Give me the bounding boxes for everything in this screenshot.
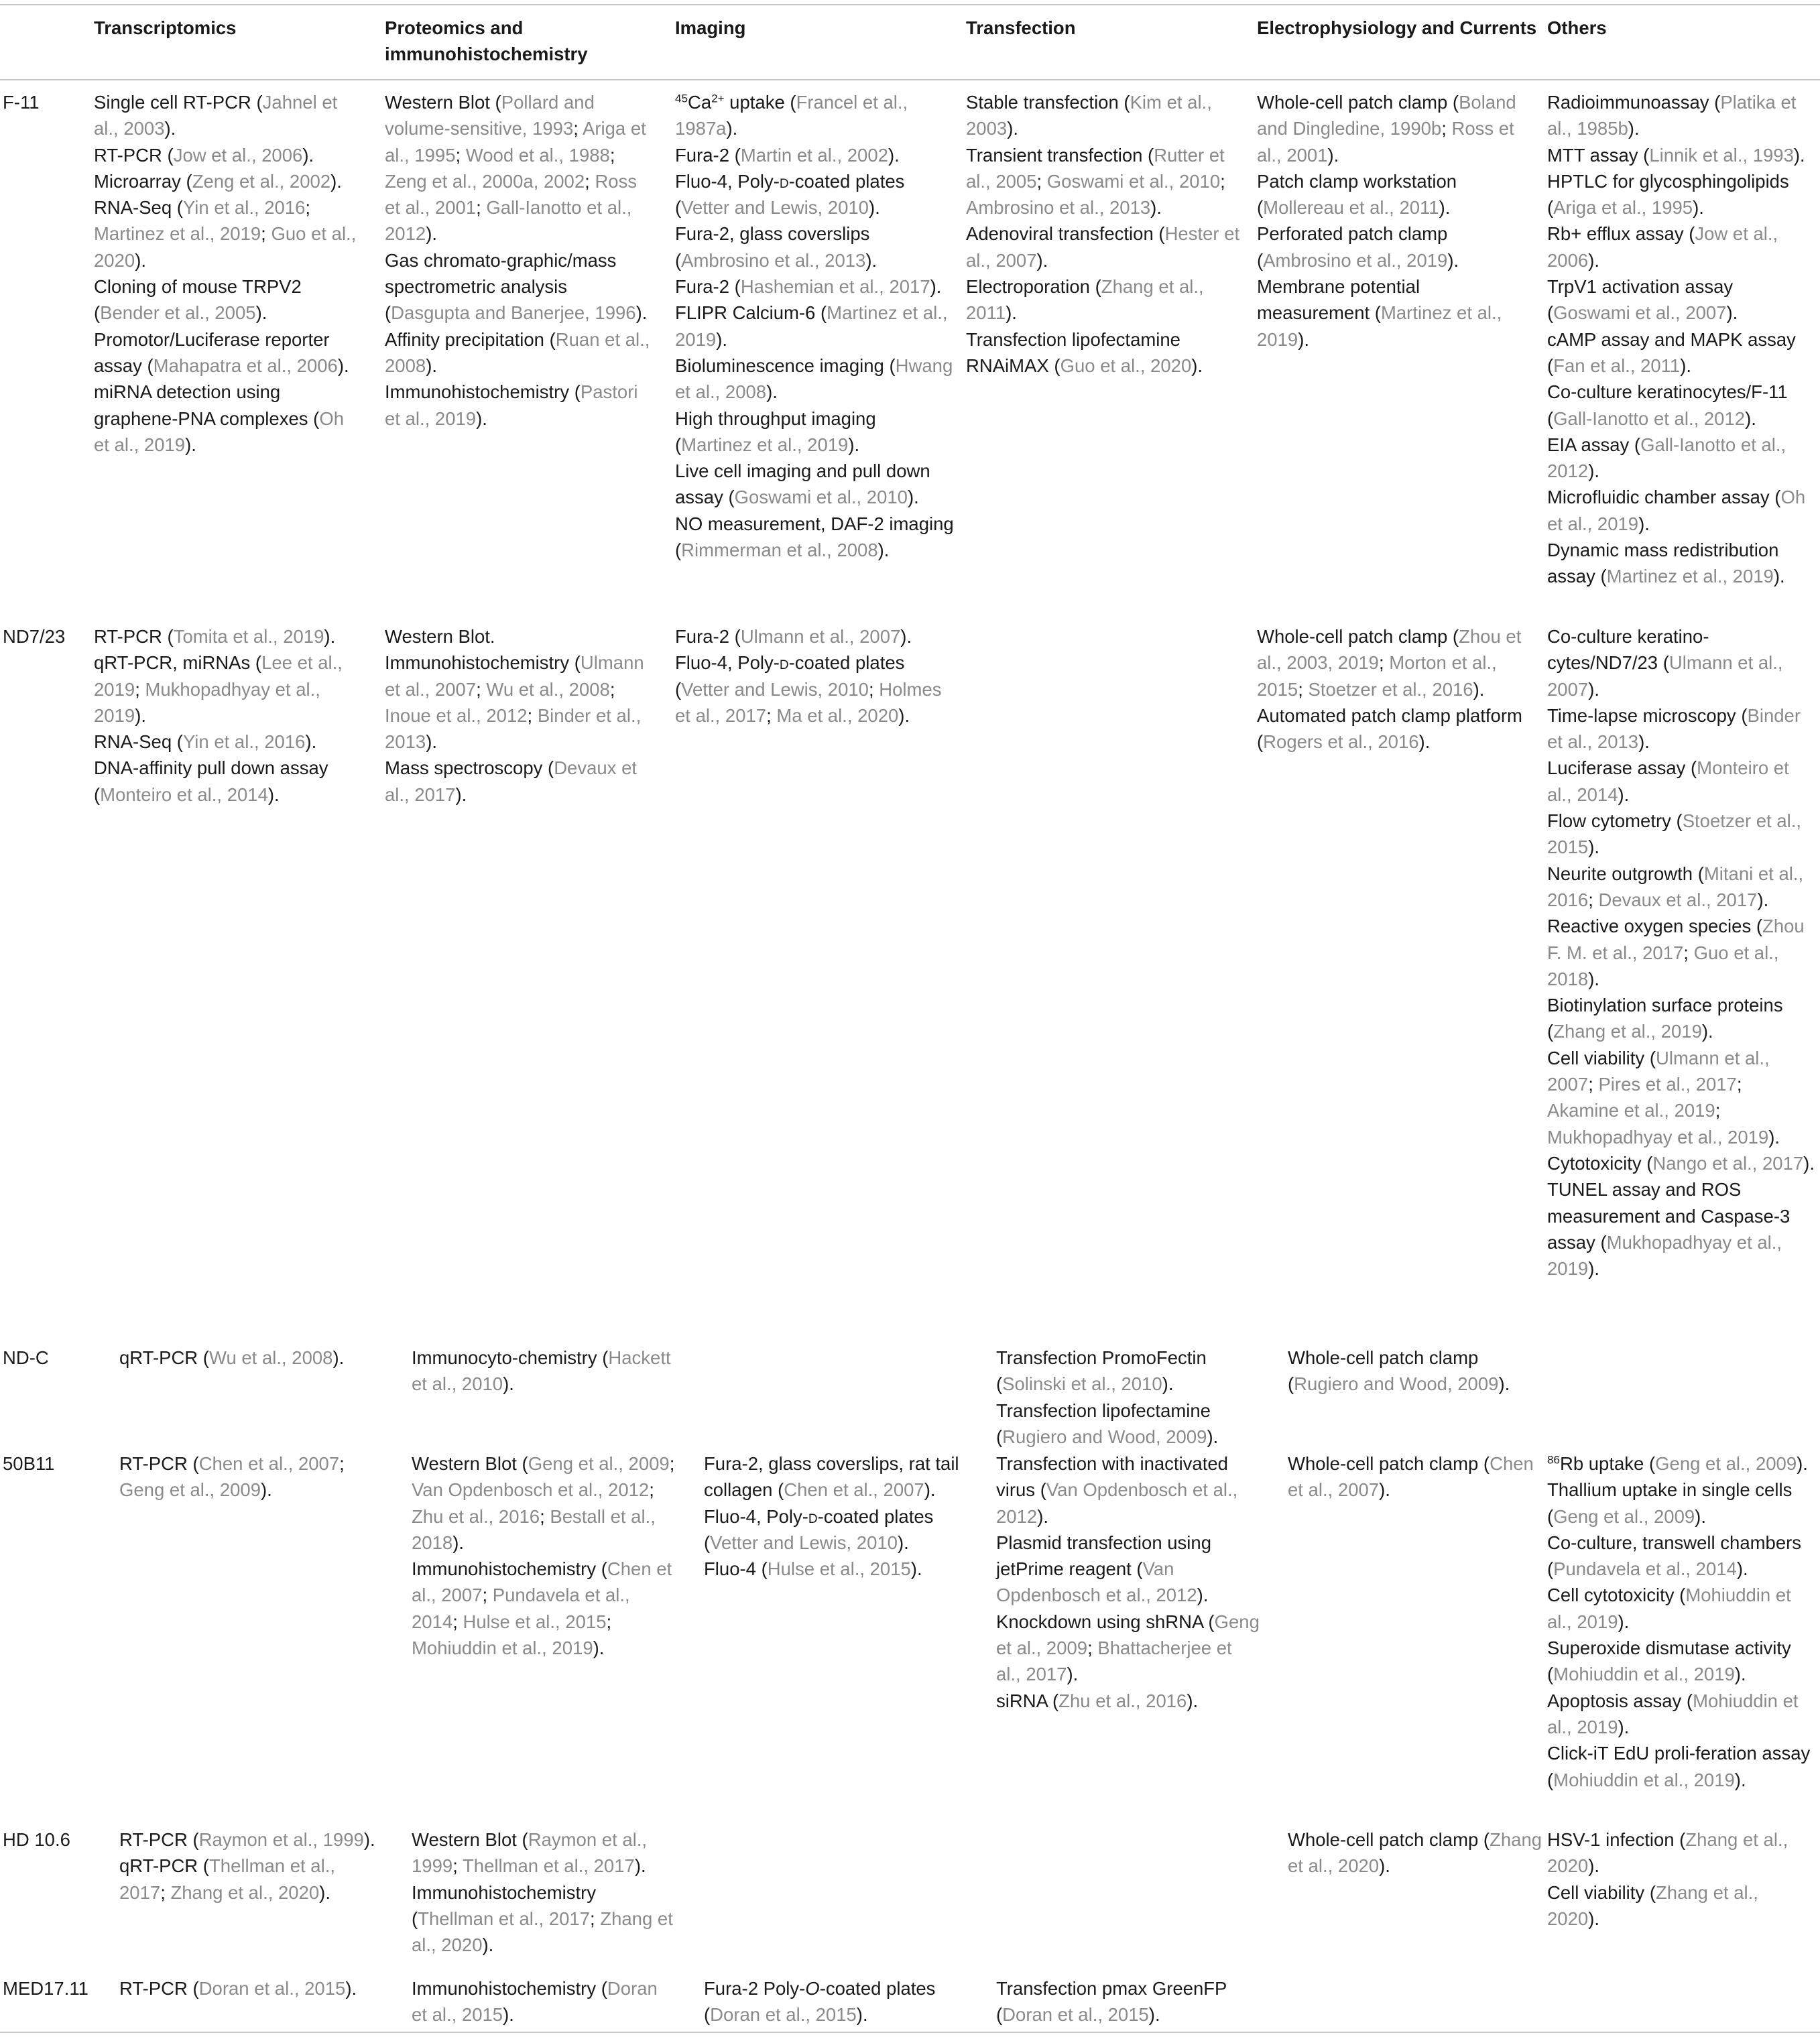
hd106-transcriptomics: RT-PCR (Raymon et al., 1999). qRT-PCR (Thellman et al., 2017; Zhang et al., 2020). [119,1829,375,1903]
med1711-proteomics: Immunohistochemistry (Doran et al., 2015). [412,1978,658,2026]
top-rule [0,4,1820,5]
med1711-transfection: Transfection pmax GreenFP (Doran et al., 2015). [996,1978,1227,2026]
med1711-transcriptomics: RT-PCR (Doran et al., 2015). [119,1978,357,1999]
row-label-ndc: ND-C [3,1347,49,1368]
row-label-f11: F-11 [3,92,40,113]
row-label-hd106: HD 10.6 [3,1829,70,1850]
50b11-electrophysiology: Whole-cell patch clamp (Chen et al., 2007). [1288,1453,1534,1501]
header-rule [0,79,1820,80]
50b11-imaging: Fura-2, glass coverslips, rat tail collagen (Chen et al., 2007). Fluo-4, Poly-d-coated plates (Vetter and Lewis, 2010). Fluo-4 (Hulse et al., 2015). [704,1453,959,1580]
50b11-others: $^{86}$Rb uptake (Geng et al., 2009). Thallium uptake in single cells (Geng et al., 2009). Co-culture, transwell chambers (Pundavela et al., 2014). Cell cytotoxicity (Mohiuddin et al., 2019). Superoxide dismutase activity (Mohiuddin et al., 2019). Apoptosis assay (Mohiuddin et al., 2019). Click-iT EdU proli-feration assay (Mohiuddin et al., 2019). [1547,1453,1811,1790]
nd723-proteomics: Western Blot. Immunohistochemistry (Ulmann et al., 2007; Wu et al., 2008; Inoue et al., 2012; Binder et al., 2013). Mass spectroscopy (Devaux et al., 2017). [385,626,644,805]
50b11-transcriptomics: RT-PCR (Chen et al., 2007; Geng et al., 2009). [119,1453,345,1501]
col-header-electrophysiology: Electrophysiology and Currents [1257,17,1537,38]
row-label-med1711: MED17.11 [3,1978,88,1999]
f11-transfection: Stable transfection (Kim et al., 2003). Transient transfection (Rutter et al., 2005; Goswami et al., 2010; Ambrosino et al., 2013). Adenoviral transfection (Hester et al., 2007). Electroporation (Zhang et al., 2011). Transfection lipofectamine RNAiMAX (Guo et al., 2020). [966,92,1240,376]
f11-imaging: $^{45}Ca^{2+}$ uptake (Francel et al., 1987a). Fura-2 (Martin et al., 2002). Fluo-4, Poly-d-coated plates (Vetter and Lewis, 2010). Fura-2, glass coverslips (Ambrosino et al., 2013). Fura-2 (Hashemian et al., 2017). FLIPR Calcium-6 (Martinez et al., 2019). Bioluminescence imaging (Hwang et al., 2008). High throughput imaging (Martinez et al., 2019). Live cell imaging and pull down assay (Goswami et al., 2010). NO measurement, DAF-2 imaging (Rimmerman et al., 2008). [675,92,954,561]
col-header-proteomics: Proteomics and immunohistochemistry [385,17,588,65]
ndc-electrophysiology: Whole-cell patch clamp (Rugiero and Wood, 2009). [1288,1347,1510,1395]
f11-electrophysiology: Whole-cell patch clamp (Boland and Dingledine, 1990b; Ross et al., 2001). Patch clamp workstation (Mollereau et al., 2011). Perforated patch clamp (Ambrosino et al., 2019). Membrane potential measurement (Martinez et al., 2019). [1257,92,1516,350]
med1711-imaging: Fura-2 Poly-O-coated plates (Doran et al., 2015). [704,1978,936,2026]
f11-proteomics: Western Blot (Pollard and volume-sensitive, 1993; Ariga et al., 1995; Wood et al., 1988; Zeng et al., 2000a, 2002; Ross et al., 2001; Gall-Ianotto et al., 2012). Gas chromato-graphic/mass spectrometric analysis (Dasgupta and Banerjee, 1996). Affinity precipitation (Ruan et al., 2008). Immunohistochemistry (Pastori et al., 2019). [385,92,650,429]
50b11-transfection: Transfection with inactivated virus (Van Opdenbosch et al., 2012). Plasmid transfection using jetPrime reagent (Van Opdenbosch et al., 2012). Knockdown using shRNA (Geng et al., 2009; Bhattacherjee et al., 2017). siRNA (Zhu et al., 2016). [996,1453,1260,1711]
nd723-electrophysiology: Whole-cell patch clamp (Zhou et al., 2003, 2019; Morton et al., 2015; Stoetzer et al., 2016). Automated patch clamp platform (Rogers et al., 2016). [1257,626,1522,753]
row-label-50b11: 50B11 [3,1453,55,1474]
hd106-others: HSV-1 infection (Zhang et al., 2020). Cell viability (Zhang et al., 2020). [1547,1829,1788,1929]
ndc-transcriptomics: qRT-PCR (Wu et al., 2008). [119,1347,345,1368]
nd723-imaging: Fura-2 (Ulmann et al., 2007). Fluo-4, Poly-d-coated plates (Vetter and Lewis, 2010; Holmes et al., 2017; Ma et al., 2020). [675,626,942,726]
ndc-proteomics: Immunocyto-chemistry (Hackett et al., 2010). [412,1347,671,1395]
col-header-transfection: Transfection [966,17,1076,38]
50b11-proteomics: Western Blot (Geng et al., 2009; Van Opdenbosch et al., 2012; Zhu et al., 2016; Bestall et al., 2018). Immunohistochemistry (Chen et al., 2007; Pundavela et al., 2014; Hulse et al., 2015; Mohiuddin et al., 2019). [412,1453,675,1659]
col-header-transcriptomics: Transcriptomics [94,17,237,38]
nd723-others: Co-culture keratino-cytes/ND7/23 (Ulmann et al., 2007). Time-lapse microscopy (Binder et al., 2013). Luciferase assay (Monteiro et al., 2014). Flow cytometry (Stoetzer et al., 2015). Neurite outgrowth (Mitani et al., 2016; Devaux et al., 2017). Reactive oxygen species (Zhou F. M. et al., 2017; Guo et al., 2018). Biotinylation surface proteins (Zhang et al., 2019). Cell viability (Ulmann et al., 2007; Pires et al., 2017; Akamine et al., 2019; Mukhopadhyay et al., 2019). Cytotoxicity (Nango et al., 2017). TUNEL assay and ROS measurement and Caspase-3 assay (Mukhopadhyay et al., 2019). [1547,626,1815,1280]
hd106-proteomics: Western Blot (Raymon et al., 1999; Thellman et al., 2017). Immunohistochemistry (Thellman et al., 2017; Zhang et al., 2020). [412,1829,673,1956]
nd723-transcriptomics: RT-PCR (Tomita et al., 2019). qRT-PCR, miRNAs (Lee et al., 2019; Mukhopadhyay et al., 2019). RNA-Seq (Yin et al., 2016). DNA-affinity pull down assay (Monteiro et al., 2014). [94,626,343,805]
col-header-others: Others [1547,17,1607,38]
hd106-electrophysiology: Whole-cell patch clamp (Zhang et al., 2020). [1288,1829,1542,1877]
ndc-transfection: Transfection PromoFectin (Solinski et al., 2010). Transfection lipofectamine (Rugiero and Wood, 2009). [996,1347,1219,1447]
f11-transcriptomics: Single cell RT-PCR (Jahnel et al., 2003). RT-PCR (Jow et al., 2006). Microarray (Zeng et al., 2002). RNA-Seq (Yin et al., 2016; Martinez et al., 2019; Guo et al., 2020). Cloning of mouse TRPV2 (Bender et al., 2005). Promotor/Luciferase reporter assay (Mahapatra et al., 2006). miRNA detection using graphene-PNA complexes (Oh et al., 2019). [94,92,357,455]
bottom-rule [0,2032,1820,2033]
row-label-nd723: ND7/23 [3,626,66,647]
f11-others: Radioimmunoassay (Platika et al., 1985b). MTT assay (Linnik et al., 1993). HPTLC for glycosphingolipids (Ariga et al., 1995). Rb+ efflux assay (Jow et al., 2006). TrpV1 activation assay (Goswami et al., 2007). cAMP assay and MAPK assay (Fan et al., 2011). Co-culture keratinocytes/F-11 (Gall-Ianotto et al., 2012). EIA assay (Gall-Ianotto et al., 2012). Microfluidic chamber assay (Oh et al., 2019). Dynamic mass redistribution assay (Martinez et al., 2019). [1547,92,1806,587]
col-header-imaging: Imaging [675,17,746,38]
